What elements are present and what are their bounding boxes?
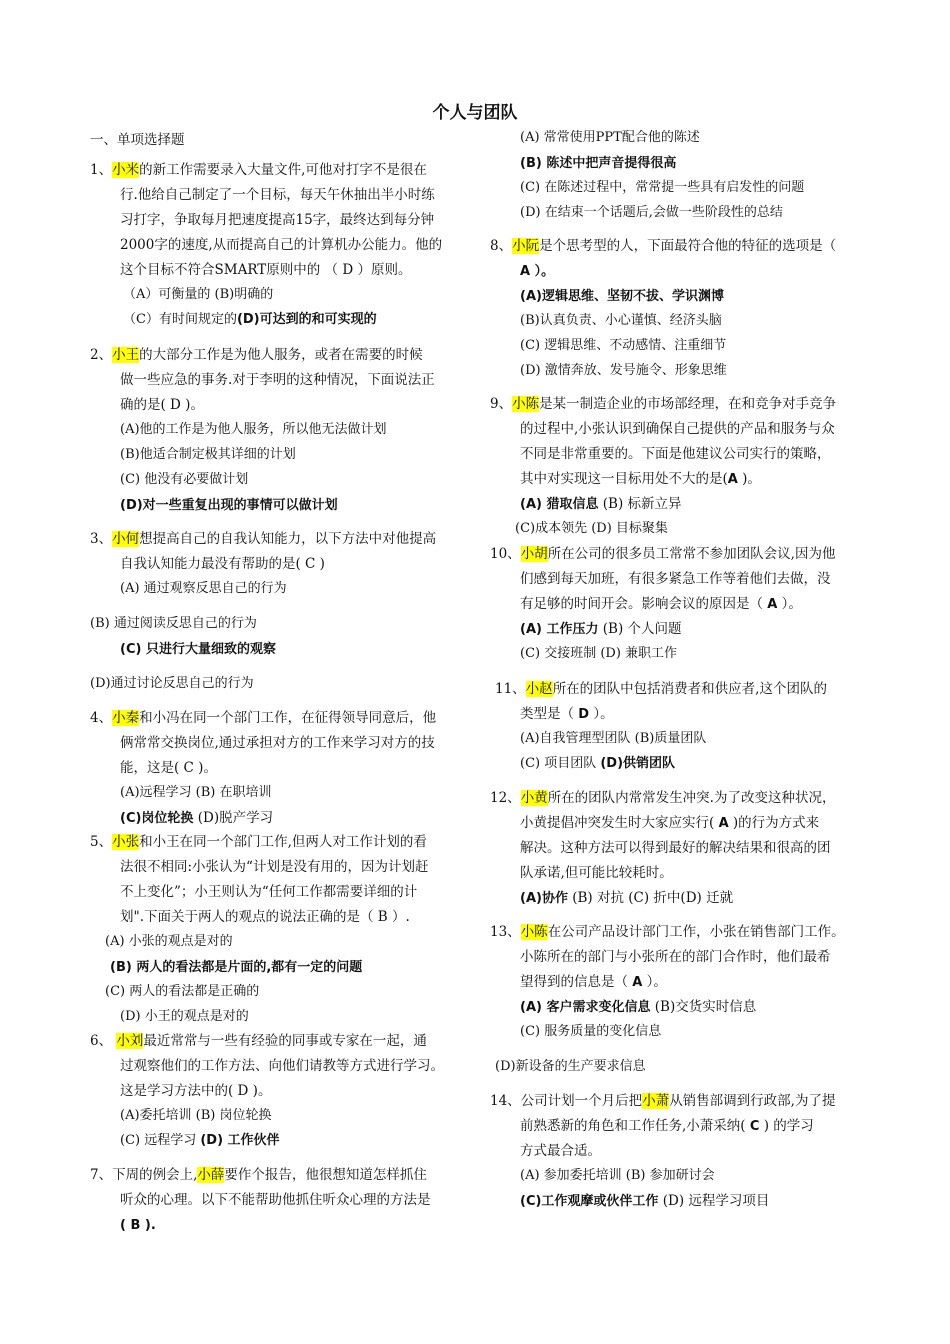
highlighted-name: 小秦 xyxy=(112,710,140,726)
line-text: 这个目标不符合SMART原则中的 （ D ）原则。 xyxy=(120,262,412,278)
line-text: 想提高自己的自我认知能力，以下方法中对他提高 xyxy=(139,531,437,547)
text-line xyxy=(520,1116,814,1137)
highlighted-name: 小陈 xyxy=(512,396,540,412)
text-line xyxy=(120,235,442,255)
line-text: (A)远程学习 (B) 在职培训 xyxy=(120,785,272,800)
text-line xyxy=(520,311,722,331)
line-text: 所在的团队中包括消费者和供应者,这个团队的 xyxy=(552,681,827,697)
line-text: 能，这是( C )。 xyxy=(120,760,217,776)
line-text: (C) 交接班制 (D) 兼职工作 xyxy=(520,646,678,661)
line-text: 12、 xyxy=(490,790,521,806)
text-line xyxy=(520,569,831,589)
text-line xyxy=(120,882,417,902)
text-line xyxy=(490,236,836,256)
line-text: 5、 xyxy=(90,834,113,850)
line-text: 不同是非常重要的。下面是他建议公司实行的策略， xyxy=(520,446,831,462)
text-line xyxy=(120,210,434,230)
line-text: 习打字，争取每月把速度提高15字，最终达到每分钟 xyxy=(120,212,435,228)
line-text: (C)成本领先 (D) 目标聚集 xyxy=(515,521,668,536)
line-text: (B) 个人问题 xyxy=(598,621,682,637)
line-text: 和小王在同一个部门工作,但两人对工作计划的看 xyxy=(139,834,427,850)
line-text: ）。 xyxy=(589,706,614,722)
text-line xyxy=(520,838,831,858)
line-text: )的行为方式来 xyxy=(728,815,820,831)
text-line xyxy=(520,1141,601,1161)
text-line xyxy=(520,153,676,174)
text-line xyxy=(90,708,436,728)
line-text: (B)认真负责、小心谨慎、经济头脑 xyxy=(520,313,722,328)
line-text: (C) 在陈述过程中，常常提一些具有启发性的问题 xyxy=(520,180,805,195)
text-line xyxy=(490,1091,835,1111)
text-line xyxy=(490,922,845,942)
text-line xyxy=(520,947,831,967)
line-text: 行.他给自己制定了一个目标，每天午休抽出半小时练 xyxy=(120,187,435,203)
line-text: 是个思考型的人，下面最符合他的特征的选项是（ xyxy=(539,238,837,254)
text-line xyxy=(495,679,827,699)
line-text: (D)脱产学习 xyxy=(193,810,274,826)
text-line xyxy=(490,394,836,414)
highlighted-name: 小薛 xyxy=(197,1167,225,1183)
line-text: (C) 项目团队 xyxy=(520,756,601,771)
answer-text: (A) 猎取信息 xyxy=(520,497,599,512)
line-text: 10、 xyxy=(490,546,521,562)
text-line xyxy=(120,808,273,829)
text-line xyxy=(105,982,259,1002)
line-text: (D) 激情奔放、发号施令、形象思维 xyxy=(520,363,727,378)
line-text: (B)交货实时信息 xyxy=(650,999,757,1015)
line-text: (B) 通过阅读反思自己的行为 xyxy=(90,616,257,631)
text-line xyxy=(520,619,682,640)
line-text: 划".下面关于两人的观点的说法正确的是（ B ）. xyxy=(120,909,410,925)
line-text: 俩常常交换岗位,通过承担对方的工作来学习对方的技 xyxy=(120,735,435,751)
text-line xyxy=(120,579,287,599)
text-line xyxy=(520,972,667,993)
line-text: 的新工作需要录入大量文件,可他对打字不是很在 xyxy=(139,162,427,178)
highlighted-name: 小陈 xyxy=(520,924,548,940)
line-text: (A)委托培训 (B) 岗位轮换 xyxy=(120,1108,272,1123)
text-line xyxy=(90,130,185,150)
line-text: (A)自我管理型团队 (B)质量团队 xyxy=(520,731,707,746)
text-line xyxy=(520,203,783,223)
text-line xyxy=(90,832,427,852)
page-title: 个人与团队 xyxy=(432,103,518,123)
text-line xyxy=(90,529,436,549)
line-text: 确的是( D )。 xyxy=(120,397,204,413)
answer-text: (A)协作 xyxy=(520,891,568,906)
text-line xyxy=(520,888,733,909)
line-text: 1、 xyxy=(90,162,113,178)
line-text: 6、 xyxy=(90,1033,117,1049)
line-text: 要作个报告，他很想知道怎样抓住 xyxy=(224,1167,427,1183)
text-line xyxy=(110,957,362,978)
answer-text: ( B ). xyxy=(120,1218,156,1233)
text-line xyxy=(520,178,804,198)
text-line xyxy=(120,783,272,803)
text-line xyxy=(520,128,700,148)
text-line xyxy=(520,863,673,883)
line-text: (C) 远程学习 xyxy=(120,1133,201,1148)
answer-text: (D) 工作伙伴 xyxy=(200,1133,280,1148)
text-line xyxy=(90,674,254,694)
line-text: (D)通过讨论反思自己的行为 xyxy=(90,676,254,691)
line-text: (B) 对抗 (C) 折中(D) 迁就 xyxy=(567,890,734,906)
line-text: 一、单项选择题 xyxy=(90,132,185,148)
text-line xyxy=(120,857,428,877)
answer-text: A ）。 xyxy=(520,264,555,279)
text-line xyxy=(520,261,554,282)
answer-text: (C)工作观摩或伙伴工作 xyxy=(520,1194,659,1209)
text-line xyxy=(105,932,233,952)
highlighted-name: 小何 xyxy=(112,531,140,547)
text-line xyxy=(120,1131,280,1151)
text-line xyxy=(120,554,325,574)
highlighted-name: 小黄 xyxy=(520,790,548,806)
text-line xyxy=(120,495,338,516)
answer-text: D xyxy=(578,707,590,722)
text-line xyxy=(495,1057,646,1077)
text-line xyxy=(120,1007,249,1027)
line-text: (A)他的工作是为他人服务，所以他无法做计划 xyxy=(120,422,387,437)
text-line xyxy=(520,754,675,774)
answer-text: A xyxy=(632,975,643,990)
text-line xyxy=(90,614,257,634)
text-line xyxy=(120,1215,156,1236)
line-text: (D)新设备的生产要求信息 xyxy=(495,1059,646,1074)
line-text: (C) 两人的看法都是正确的 xyxy=(105,984,260,999)
text-line xyxy=(520,997,756,1018)
line-text: 2000字的速度,从而提高自己的计算机办公能力。他的 xyxy=(120,237,443,253)
line-text: 们感到每天加班，有很多紧急工作等着他们去做，没 xyxy=(520,571,831,587)
text-line xyxy=(520,1166,715,1186)
highlighted-name: 小胡 xyxy=(520,546,548,562)
line-text: 7、下周的例会上, xyxy=(90,1167,198,1183)
line-text: （C）有时间规定的 xyxy=(123,312,237,327)
line-text: ）。 xyxy=(642,974,667,990)
text-line xyxy=(120,395,204,415)
answer-text: (D)可达到的和可实现的 xyxy=(236,312,377,327)
line-text: 有足够的时间开会。影响会议的原因是（ xyxy=(520,596,768,612)
line-text: 从销售部调到行政部,为了提 xyxy=(669,1093,836,1109)
text-line xyxy=(120,260,411,280)
line-text: (D) 远程学习项目 xyxy=(658,1193,770,1209)
line-text: （A）可衡量的 (B)明确的 xyxy=(123,287,274,302)
line-text: 做一些应急的事务.对于李明的这种情况，下面说法正 xyxy=(120,372,435,388)
line-text: 和小冯在同一个部门工作，在征得领导同意后，他 xyxy=(139,710,437,726)
line-text: 这是学习方法中的( D )。 xyxy=(120,1083,272,1099)
line-text: 自我认知能力最没有帮助的是( C ) xyxy=(120,556,325,572)
line-text: (B) 标新立异 xyxy=(598,496,682,512)
line-text: 法很不相同:小张认为“计划是没有用的，因为计划赶 xyxy=(120,859,429,875)
text-line xyxy=(120,639,276,660)
answer-text: C xyxy=(749,1119,760,1134)
line-text: 8、 xyxy=(490,238,513,254)
text-line xyxy=(120,445,296,465)
line-text: 9、 xyxy=(490,396,513,412)
line-text: (D) 在结束一个话题后,会做一些阶段性的总结 xyxy=(520,205,783,220)
text-line xyxy=(120,733,435,753)
text-line xyxy=(120,758,217,778)
line-text: 不上变化”；小王则认为“任何工作都需要详细的计 xyxy=(120,884,418,900)
text-line xyxy=(520,1022,661,1042)
answer-text: (B) 陈述中把声音提得很高 xyxy=(520,156,677,171)
text-line xyxy=(490,788,835,808)
line-text: 的大部分工作是为他人服务，或者在需要的时候 xyxy=(139,347,423,363)
answer-text: A xyxy=(727,472,738,487)
line-text: 过观察他们的工作方法、向他们请教等方式进行学习。 xyxy=(120,1058,444,1074)
line-text: (C) 他没有必要做计划 xyxy=(120,472,249,487)
text-line xyxy=(520,419,835,439)
line-text: 的过程中,小张认识到确保自己提供的产品和服务与众 xyxy=(520,421,835,437)
text-line xyxy=(120,185,435,205)
answer-text: (A) 工作压力 xyxy=(520,622,599,637)
answer-text: (D)对一些重复出现的事情可以做计划 xyxy=(120,498,338,513)
line-text: (C) 服务质量的变化信息 xyxy=(520,1024,662,1039)
line-text: 听众的心理。以下不能帮助他抓住听众心理的方法是 xyxy=(120,1192,431,1208)
line-text: (D) 小王的观点是对的 xyxy=(120,1009,249,1024)
text-line xyxy=(123,310,377,330)
line-text: 最近常常与一些有经验的同事或专家在一起，通 xyxy=(143,1033,427,1049)
line-text: 所在公司的很多员工常常不参加团队会议,因为他 xyxy=(547,546,836,562)
text-line xyxy=(520,729,706,749)
highlighted-name: 小赵 xyxy=(525,681,553,697)
text-line xyxy=(520,813,819,834)
highlighted-name: 小张 xyxy=(112,834,140,850)
line-text: 类型是（ xyxy=(520,706,579,722)
highlighted-name: 小萧 xyxy=(642,1093,670,1109)
line-text: (A) 常常使用PPT配合他的陈述 xyxy=(520,130,700,145)
line-text: )。 xyxy=(737,471,761,487)
answer-text: (A) 客户需求变化信息 xyxy=(520,1000,651,1015)
line-text: 4、 xyxy=(90,710,113,726)
line-text: 小黄提倡冲突发生时大家应实行( xyxy=(520,815,719,831)
line-text: (A) 参加委托培训 (B) 参加研讨会 xyxy=(520,1168,715,1183)
answer-text: (C)岗位轮换 xyxy=(120,811,194,826)
text-line xyxy=(515,519,668,539)
line-text: 小陈所在的部门与小张所在的部门合作时，他们最希 xyxy=(520,949,831,965)
line-text: 队承诺,但可能比较耗时。 xyxy=(520,865,673,881)
line-text: 2、 xyxy=(90,347,113,363)
line-text: 是某一制造企业的市场部经理，在和竞争对手竞争 xyxy=(539,396,837,412)
line-text: 前熟悉新的角色和工作任务,小萧采纳( xyxy=(520,1118,750,1134)
answer-text: (A)逻辑思维、坚韧不拔、学识渊博 xyxy=(520,289,724,304)
text-line xyxy=(120,1081,271,1101)
text-line xyxy=(123,285,273,305)
line-text: (C) 逻辑思维、不动感情、注重细节 xyxy=(520,338,727,353)
line-text: 11、 xyxy=(495,681,526,697)
highlighted-name: 小阮 xyxy=(512,238,540,254)
text-line xyxy=(90,1165,427,1185)
line-text: 望得到的信息是（ xyxy=(520,974,633,990)
text-line xyxy=(120,1106,272,1126)
text-line xyxy=(120,1190,431,1210)
text-line xyxy=(90,345,423,365)
text-line xyxy=(120,420,387,440)
answer-text: (B) 两人的看法都是片面的,都有一定的问题 xyxy=(110,960,363,975)
text-line xyxy=(520,444,831,464)
highlighted-name: 小米 xyxy=(112,162,140,178)
line-text: 在公司产品设计部门工作，小张在销售部门工作。 xyxy=(547,924,845,940)
answer-text: A xyxy=(718,816,729,831)
line-text: ）。 xyxy=(777,596,802,612)
text-line xyxy=(520,336,726,356)
text-line xyxy=(520,286,724,307)
line-text: (B)他适合制定极其详细的计划 xyxy=(120,447,296,462)
highlighted-name: 小刘 xyxy=(116,1033,144,1049)
line-text: 解决。这种方法可以得到最好的解决结果和很高的团 xyxy=(520,840,831,856)
text-line xyxy=(120,370,435,390)
line-text: (A) 小张的观点是对的 xyxy=(105,934,233,949)
text-line xyxy=(120,907,410,927)
text-line xyxy=(490,544,835,564)
text-line xyxy=(90,1031,427,1051)
text-line xyxy=(520,594,802,615)
text-line xyxy=(520,704,614,725)
text-line xyxy=(90,160,427,180)
line-text: ) 的学习 xyxy=(759,1118,814,1134)
line-text: 所在的团队内常常发生冲突.为了改变这种状况， xyxy=(547,790,836,806)
line-text: (A) 通过观察反思自己的行为 xyxy=(120,581,287,596)
line-text: 3、 xyxy=(90,531,113,547)
line-text: 13、 xyxy=(490,924,521,940)
text-line xyxy=(520,644,677,664)
text-line xyxy=(520,1191,769,1212)
line-text: 方式最合适。 xyxy=(520,1143,601,1159)
text-line xyxy=(520,469,761,490)
answer-text: (C) 只进行大量细致的观察 xyxy=(120,642,276,657)
highlighted-name: 小王 xyxy=(112,347,140,363)
answer-text: (D)供销团队 xyxy=(600,756,676,771)
text-line xyxy=(120,470,248,490)
text-line xyxy=(520,361,727,381)
text-line xyxy=(520,494,682,515)
line-text: 14、公司计划一个月后把 xyxy=(490,1093,643,1109)
answer-text: A xyxy=(767,597,778,612)
line-text: 其中对实现这一目标用处不大的是( xyxy=(520,471,728,487)
text-line xyxy=(120,1056,444,1076)
